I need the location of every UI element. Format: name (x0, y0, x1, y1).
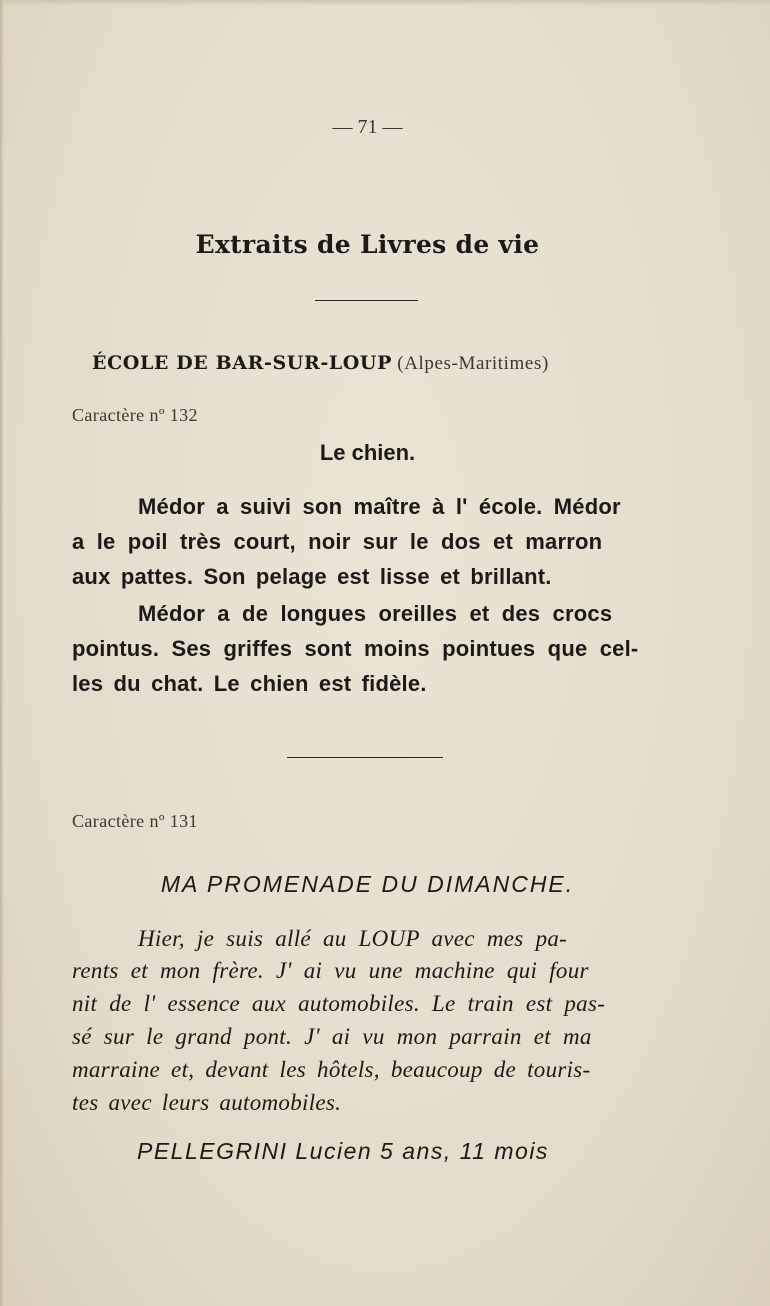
entry-2-line: tes avec leurs automobiles. (72, 1090, 342, 1115)
school-name: ÉCOLE DE BAR-SUR-LOUP (92, 352, 392, 374)
entry-1-line: Médor a de longues oreilles et des crocs (138, 601, 613, 626)
divider-rule (287, 757, 443, 758)
entry-2-line: nit de l' essence aux automobiles. Le train est pas- (72, 991, 606, 1016)
entry-1-label: Caractère nº 132 (72, 405, 198, 425)
entry-2-line: Hier, je suis allé au LOUP avec mes pa- (138, 926, 568, 951)
entry-1-title: Le chien. (319, 440, 416, 465)
entry-2-label: Caractère nº 131 (72, 811, 198, 831)
entry-2-line: marraine et, devant les hôtels, beaucoup de touris- (72, 1057, 591, 1082)
school-region: (Alpes-Maritimes) (397, 353, 549, 374)
school-heading (92, 352, 549, 375)
entry-1-line: les du chat. Le chien est fidèle. (72, 671, 427, 696)
entry-2-signature: PELLEGRINI Lucien 5 ans, 11 mois (137, 1138, 549, 1164)
entry-2-title: MA PROMENADE DU DIMANCHE. (160, 871, 575, 897)
page-left-edge (0, 0, 4, 1306)
page-title: Extraits de Livres de vie (195, 230, 540, 259)
divider-rule (315, 300, 418, 301)
page-number: — 71 — (332, 116, 403, 138)
entry-2-line: rents et mon frère. J' ai vu une machine qui four (72, 958, 589, 983)
entry-1-line: aux pattes. Son pelage est lisse et brillant. (72, 564, 552, 589)
entry-2-line: sé sur le grand pont. J' ai vu mon parrain et ma (72, 1024, 592, 1049)
entry-1-line: a le poil très court, noir sur le dos et marron (72, 529, 603, 554)
entry-1-line: Médor a suivi son maître à l' école. Médor (138, 494, 621, 519)
entry-1-line: pointus. Ses griffes sont moins pointues que cel- (72, 636, 639, 661)
page-top-edge (0, 0, 770, 6)
